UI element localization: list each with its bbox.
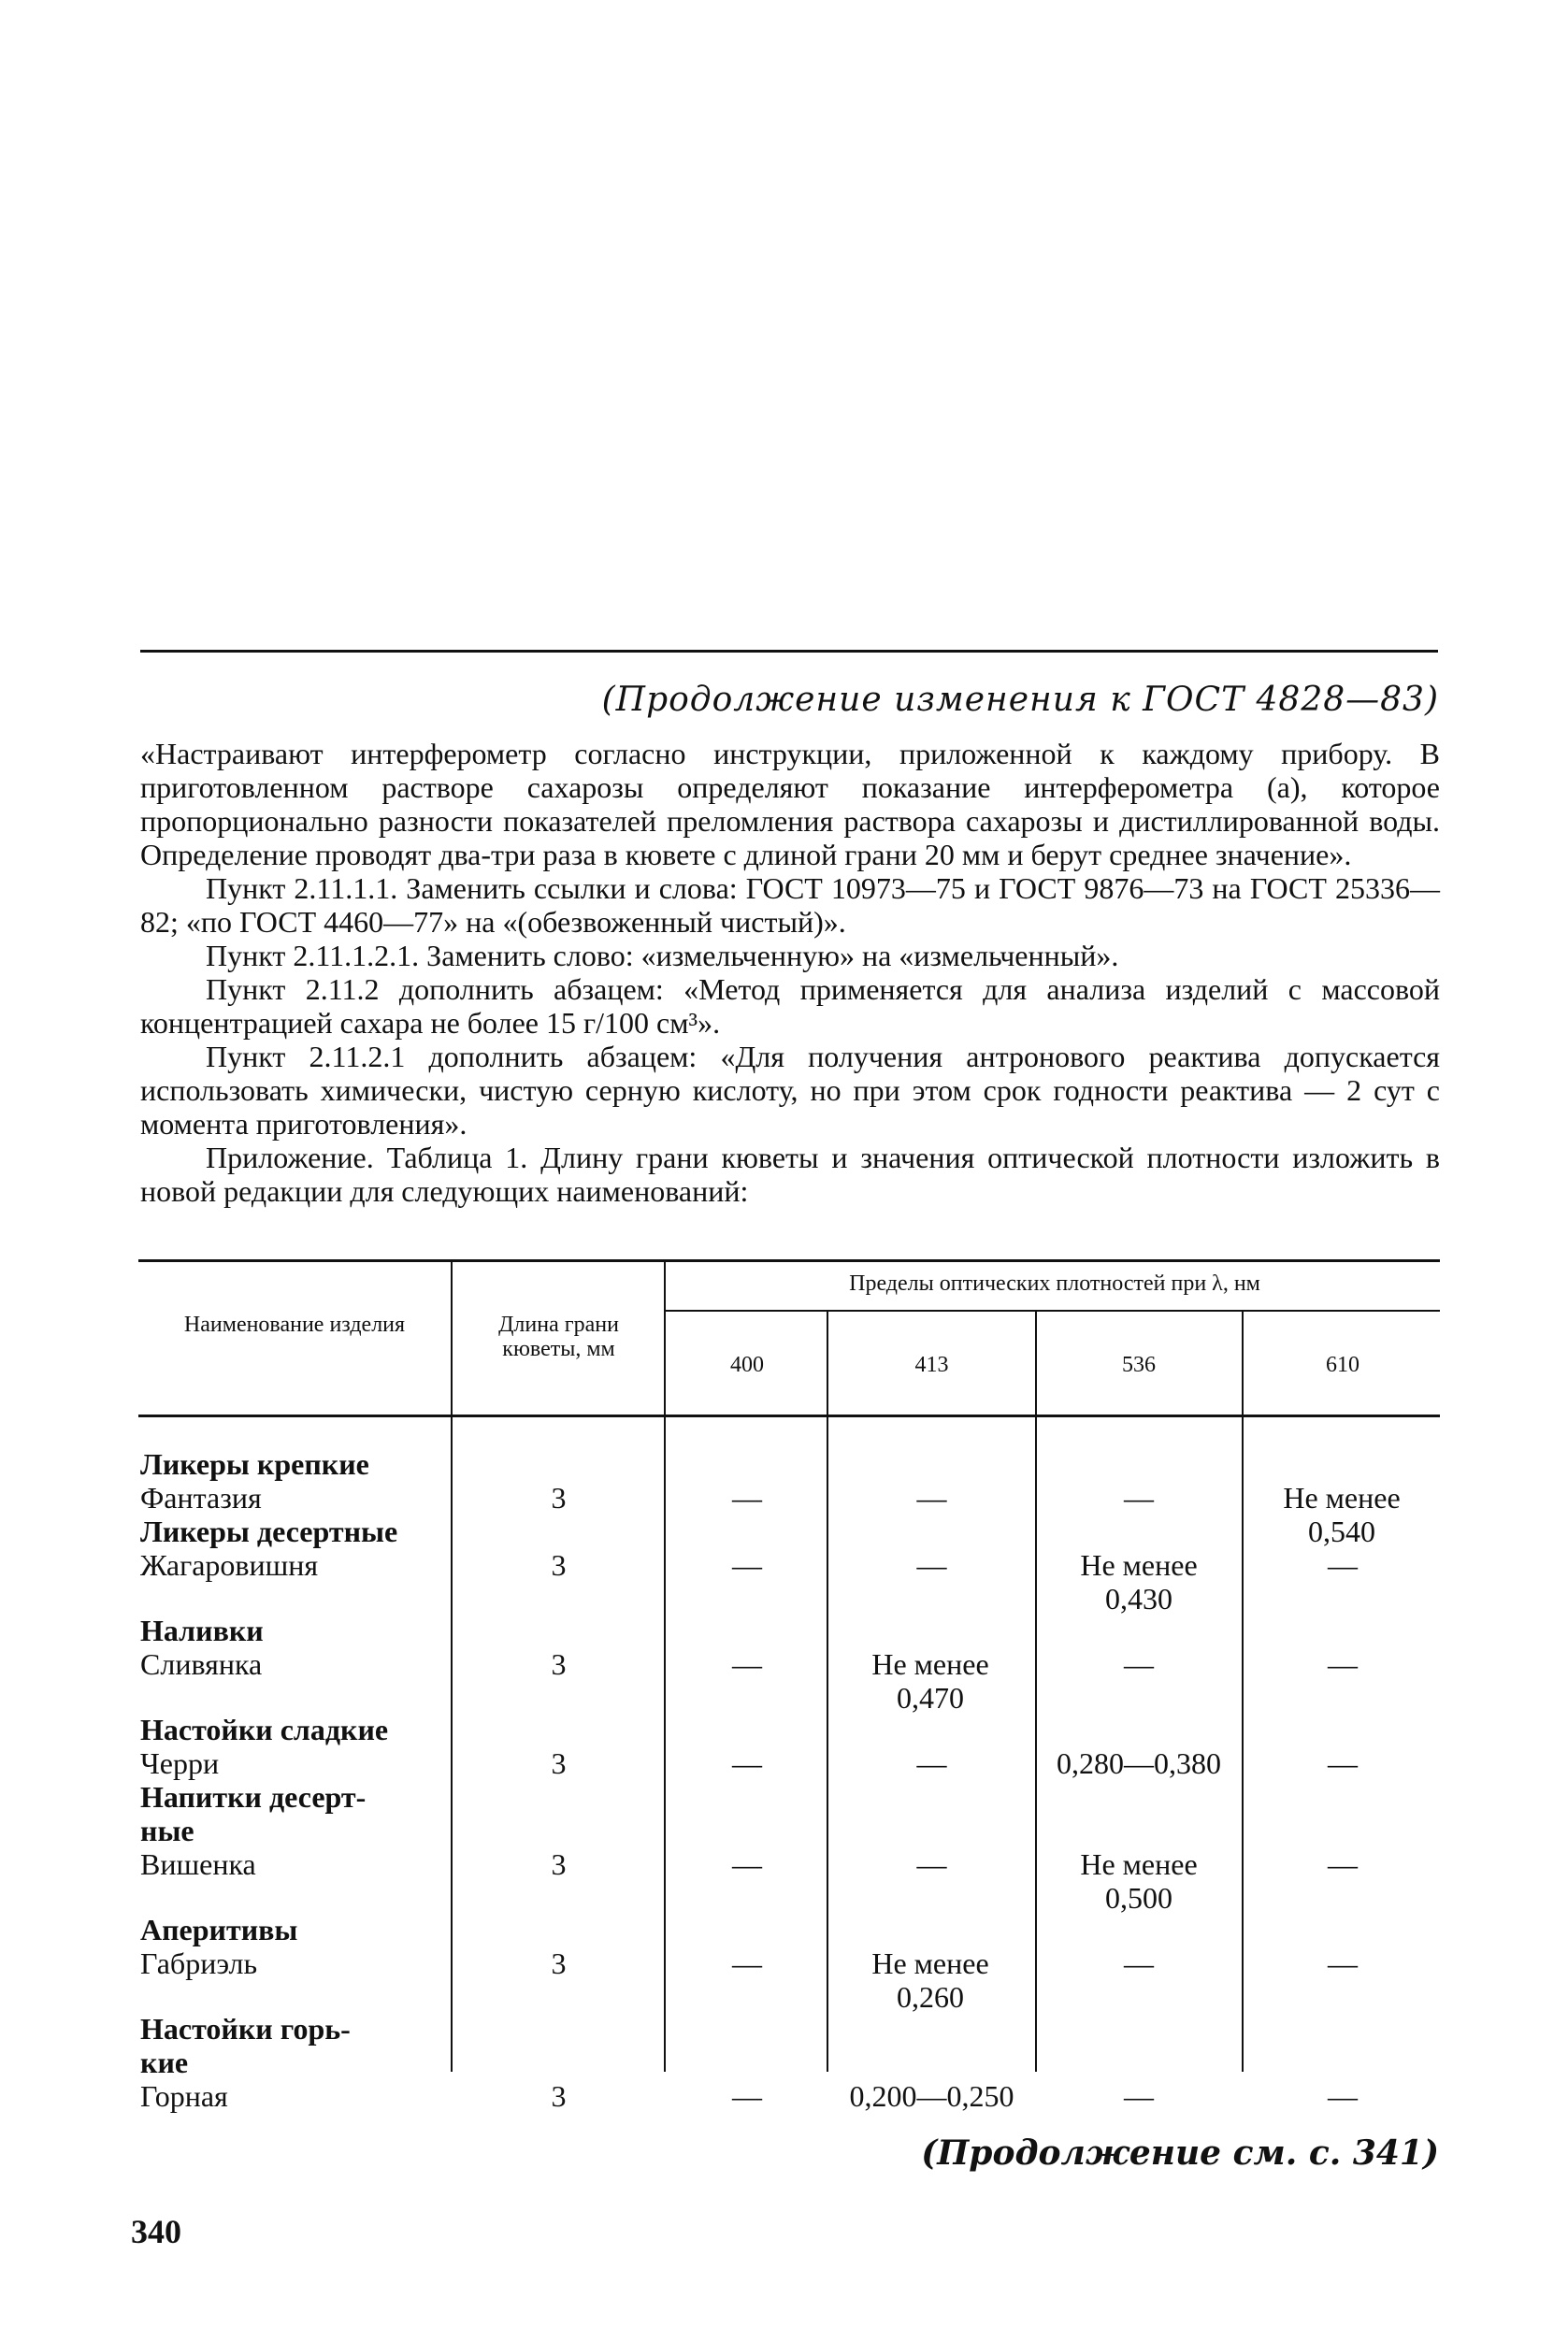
row-v413: —: [916, 1548, 947, 1582]
row-v610: —: [1328, 1847, 1358, 1881]
paragraph-2: Пункт 2.11.1.1. Заменить ссылки и слова: ГОСТ 10973—75 и ГОСТ 9876—73 на ГОСТ 25336—82; «по ГОСТ 4460—77» на «(обезвоженный чистый)».: [140, 871, 1440, 939]
body-text: [140, 737, 1440, 1208]
row-v400: —: [732, 2079, 762, 2113]
row-group-label: Ликеры десертные: [140, 1515, 398, 1548]
table-header-rule: [138, 1415, 1440, 1417]
row-group-label: Аперитивы: [140, 1913, 298, 1946]
row-product-name: Горная: [140, 2079, 228, 2113]
row-product-name: Жагаровишня: [140, 1548, 319, 1582]
row-length: 3: [551, 1481, 567, 1515]
row-v536: —: [1124, 2079, 1154, 2113]
row-group-label: Ликеры крепкие: [140, 1447, 369, 1481]
row-group-label: Напитки десерт- ные: [140, 1780, 367, 1847]
table-vline: [451, 1417, 453, 2072]
continuation-header: (Продолжение изменения к ГОСТ 4828—83): [601, 681, 1439, 719]
table-vline: [827, 1312, 828, 1415]
row-v536: 0,280—0,380: [1057, 1746, 1221, 1780]
top-rule: [140, 650, 1438, 653]
row-v400: —: [732, 1746, 762, 1780]
header-wl-536: 536: [1122, 1353, 1156, 1377]
table-subheader-rule: [666, 1310, 1440, 1312]
table-vline: [664, 1417, 666, 2072]
row-v413: Не менее 0,470: [871, 1647, 989, 1715]
row-length: 3: [551, 1847, 567, 1881]
paragraph-5: Пункт 2.11.2.1 дополнить абзацем: «Для получения антронового реактива допускается использовать химически, чистую серную кислоту, но при этом срок годности реактива — 2 сут с момента приготовления».: [140, 1040, 1440, 1141]
row-v413: —: [916, 1481, 947, 1515]
row-v413: —: [916, 1746, 947, 1780]
paragraph-6: Приложение. Таблица 1. Длину грани кюветы и значения оптической плотности изложить в новой редакции для следующих наименований:: [140, 1141, 1440, 1208]
row-v413: —: [916, 1847, 947, 1881]
row-v536: —: [1124, 1647, 1154, 1681]
row-product-name: Фантазия: [140, 1481, 262, 1515]
table-vline: [1242, 1312, 1244, 1415]
table-vline: [451, 1262, 453, 1415]
row-length: 3: [551, 2079, 567, 2113]
continuation-footer: (Продолжение см. с. 341): [921, 2133, 1439, 2173]
row-v610: —: [1328, 1548, 1358, 1582]
table-top-rule: [138, 1259, 1440, 1262]
table-vline: [827, 1417, 828, 2072]
row-v536: —: [1124, 1946, 1154, 1980]
row-v610: —: [1328, 1746, 1358, 1780]
table-vline: [1035, 1417, 1037, 2072]
row-v400: —: [732, 1847, 762, 1881]
row-v413: Не менее 0,260: [871, 1946, 989, 2014]
row-v536: Не менее 0,500: [1080, 1847, 1198, 1915]
header-wl-413: 413: [914, 1353, 949, 1377]
paragraph-1: «Настраивают интерферометр согласно инструкции, приложенной к каждому прибору. В приготовленном растворе сахарозы определяют показание интерферометра (а), которое пропорционально разности показателей преломления раствора сахарозы и дистиллированной воды. Определение проводят два-три раза в кювете с длиной грани 20 мм и берут среднее значение».: [140, 737, 1440, 871]
row-length: 3: [551, 1946, 567, 1980]
row-v610: Не менее 0,540: [1283, 1481, 1401, 1548]
header-product-name: Наименование изделия: [183, 1313, 406, 1337]
header-cuvette-length: Длина грани кюветы, мм: [498, 1313, 619, 1361]
row-v400: —: [732, 1481, 762, 1515]
paragraph-3: Пункт 2.11.1.2.1. Заменить слово: «измельченную» на «измельченный».: [206, 939, 1119, 972]
row-product-name: Габриэль: [140, 1946, 258, 1980]
row-length: 3: [551, 1647, 567, 1681]
row-v536: —: [1124, 1481, 1154, 1515]
header-optical-limits: Пределы оптических плотностей при λ, нм: [849, 1271, 1260, 1296]
page-number: 340: [131, 2213, 181, 2250]
row-group-label: Настойки сладкие: [140, 1713, 389, 1746]
table-vline: [1242, 1417, 1244, 2072]
header-wl-400: 400: [730, 1353, 764, 1377]
header-wl-610: 610: [1326, 1353, 1359, 1377]
row-v400: —: [732, 1946, 762, 1980]
row-group-label: Настойки горь- кие: [140, 2012, 351, 2079]
row-v400: —: [732, 1548, 762, 1582]
row-length: 3: [551, 1548, 567, 1582]
row-v610: —: [1328, 1647, 1358, 1681]
row-v610: —: [1328, 2079, 1358, 2113]
table-vline: [1035, 1312, 1037, 1415]
row-v400: —: [732, 1647, 762, 1681]
row-v413: 0,200—0,250: [849, 2079, 1014, 2113]
row-v610: —: [1328, 1946, 1358, 1980]
row-product-name: Черри: [140, 1746, 220, 1780]
table-vline: [664, 1262, 666, 1415]
row-v536: Не менее 0,430: [1080, 1548, 1198, 1616]
paragraph-4: Пункт 2.11.2 дополнить абзацем: «Метод применяется для анализа изделий с массовой концентрацией сахара не более 15 г/100 см³».: [140, 972, 1440, 1040]
row-product-name: Вишенка: [140, 1847, 256, 1881]
row-product-name: Сливянка: [140, 1647, 263, 1681]
row-group-label: Наливки: [140, 1614, 264, 1647]
row-length: 3: [551, 1746, 567, 1780]
